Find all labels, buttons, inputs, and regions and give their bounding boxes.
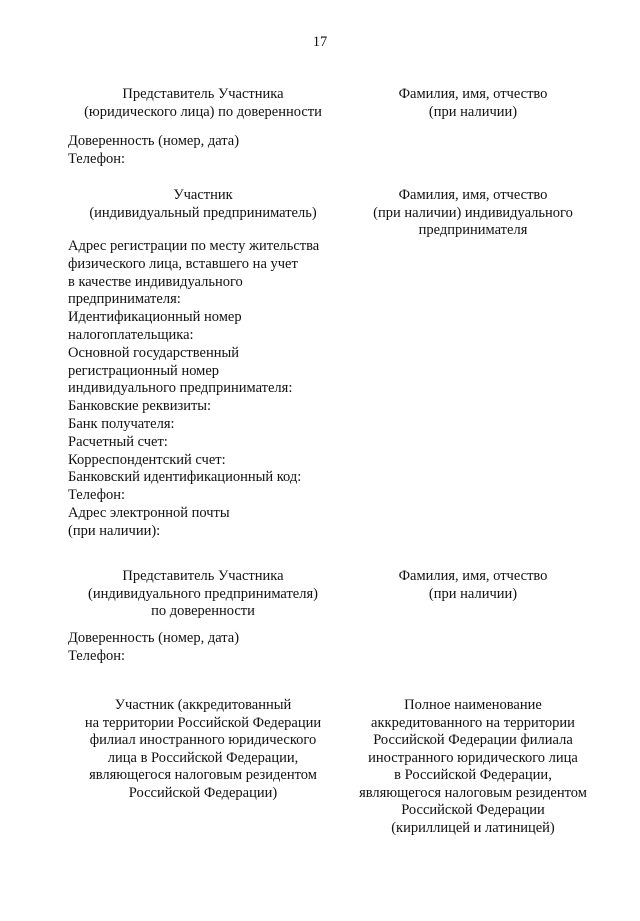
field-label: Корреспондентский счет: <box>68 451 226 468</box>
s2-left-heading <box>58 187 348 222</box>
field-label: налогоплательщика: <box>68 326 194 343</box>
heading-line: Российской Федерации филиала <box>373 732 573 748</box>
s2-right-heading <box>338 187 608 240</box>
heading-line: являющегося налоговым резидентом <box>89 767 317 783</box>
heading-line: филиал иностранного юридического <box>89 732 317 748</box>
field-label: в качестве индивидуального <box>68 273 243 290</box>
field-label: Телефон: <box>68 487 126 504</box>
field-label: Банк получателя: <box>68 415 175 432</box>
field-label: физического лица, вставшего на учет <box>68 255 298 272</box>
s3-right-heading <box>338 568 608 603</box>
heading-line: (при наличии) индивидуального <box>373 204 573 221</box>
heading-line: Полное наименование <box>404 697 542 713</box>
field-label: регистрационный номер <box>68 362 220 379</box>
heading-line: Фамилия, имя, отчество <box>398 568 548 584</box>
s3-fields <box>68 630 348 666</box>
field-label: Адрес электронной почты <box>68 504 230 521</box>
field-label: Банковский идентификационный код: <box>68 469 302 486</box>
field-label: Расчетный счет: <box>68 433 168 450</box>
field-label: Банковские реквизиты: <box>68 398 212 415</box>
s2-fields <box>68 238 348 541</box>
field-label: Основной государственный <box>68 344 239 361</box>
heading-line: предпринимателя <box>418 222 528 238</box>
field-label: предпринимателя: <box>68 291 181 308</box>
heading-line: иностранного юридического лица <box>368 749 578 766</box>
heading-line: Участник <box>173 187 233 203</box>
field-label: Адрес регистрации по месту жительства <box>68 238 320 254</box>
s4-right-heading <box>338 697 608 837</box>
heading-line: Участник (аккредитованный <box>114 697 292 713</box>
heading-line: (индивидуального предпринимателя) <box>88 585 318 602</box>
heading-line: (кириллицей и латиницей) <box>391 819 555 836</box>
heading-line: (индивидуальный предприниматель) <box>89 204 317 221</box>
heading-line: являющегося налоговым резидентом <box>359 784 587 801</box>
heading-line: по доверенности <box>151 603 255 619</box>
heading-line: Российской Федерации <box>401 802 545 818</box>
heading-line: Фамилия, имя, отчество <box>398 187 548 203</box>
s1-fields <box>68 133 348 169</box>
s3-left-heading <box>58 568 348 621</box>
field-label: Телефон: <box>68 647 126 664</box>
field-label: Идентификационный номер <box>68 309 242 326</box>
heading-line: Представитель Участника <box>122 86 284 102</box>
heading-line: лица в Российской Федерации, <box>107 749 299 766</box>
s1-right-heading <box>338 86 608 121</box>
field-label: Телефон: <box>68 150 126 167</box>
heading-line: аккредитованного на территории <box>371 714 575 731</box>
heading-line: (юридического лица) по доверенности <box>84 103 322 120</box>
heading-line: (при наличии) <box>428 585 518 602</box>
s1-left-heading <box>58 86 348 121</box>
heading-line: на территории Российской Федерации <box>84 714 322 731</box>
heading-line: (при наличии) <box>428 103 518 120</box>
field-label: Доверенность (номер, дата) <box>68 630 240 646</box>
heading-line: в Российской Федерации, <box>394 767 552 783</box>
heading-line: Фамилия, имя, отчество <box>398 86 548 102</box>
s4-left-heading <box>58 697 348 802</box>
field-label: индивидуального предпринимателя: <box>68 380 293 397</box>
field-label: (при наличии): <box>68 522 161 539</box>
page-number: 17 <box>312 34 328 50</box>
heading-line: Российской Федерации) <box>128 784 278 801</box>
heading-line: Представитель Участника <box>122 568 284 584</box>
field-label: Доверенность (номер, дата) <box>68 133 240 149</box>
